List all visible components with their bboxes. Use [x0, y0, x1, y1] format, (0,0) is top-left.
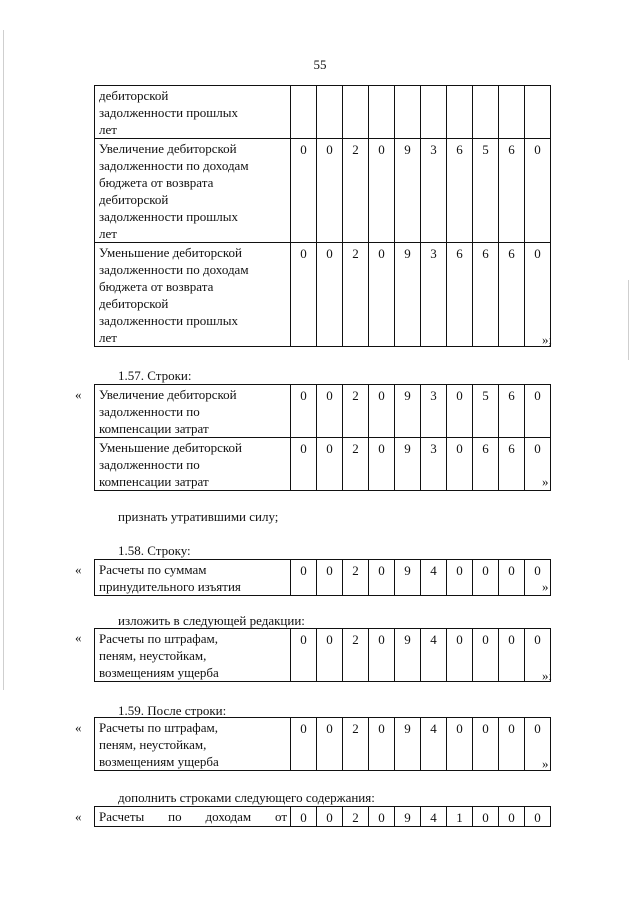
code-digit-cell: 9: [395, 139, 421, 243]
row-label-line: Уменьшение дебиторской: [99, 440, 243, 455]
code-digit-cell: 6: [473, 243, 499, 347]
code-digit-cell: 0: [473, 807, 499, 827]
code-digit-cell: 2: [343, 139, 369, 243]
code-digit-cell: 0: [317, 718, 343, 771]
code-digit-cell: [525, 86, 551, 139]
table-158-old: [94, 559, 551, 596]
code-digit-cell: 5: [473, 139, 499, 243]
code-digit-cell: 9: [395, 243, 421, 347]
code-digit-cell: 0: [473, 629, 499, 682]
row-label: [95, 139, 291, 243]
row-label-line: задолженности по: [99, 457, 200, 472]
row-label-line: компенсации затрат: [99, 474, 209, 489]
code-digit-cell: 3: [421, 243, 447, 347]
row-label-line: возмещениям ущерба: [99, 754, 219, 769]
code-digit-cell: 0: [291, 139, 317, 243]
row-label-line: задолженности прошлых: [99, 209, 239, 224]
code-digit-cell: 0: [525, 629, 551, 682]
code-digit-cell: [421, 86, 447, 139]
code-digit-cell: 3: [421, 385, 447, 438]
code-digit-cell: 9: [395, 385, 421, 438]
code-digit-cell: 4: [421, 718, 447, 771]
code-digit-cell: 2: [343, 385, 369, 438]
code-digit-cell: 0: [447, 560, 473, 596]
table-row: [95, 438, 551, 491]
code-digit-cell: 6: [473, 438, 499, 491]
table-159-after: [94, 717, 551, 771]
code-digit-cell: 9: [395, 560, 421, 596]
row-label-line: задолженности прошлых: [99, 313, 239, 328]
table-159-new: [94, 806, 551, 827]
table-row: [95, 385, 551, 438]
code-digit-cell: 4: [421, 560, 447, 596]
code-digit-cell: 0: [499, 560, 525, 596]
code-digit-cell: 4: [421, 629, 447, 682]
open-quote: «: [75, 387, 82, 402]
code-digit-cell: [317, 86, 343, 139]
code-digit-cell: 0: [447, 438, 473, 491]
close-quote: »: [542, 756, 549, 771]
row-label: [95, 629, 291, 682]
code-digit-cell: 0: [317, 629, 343, 682]
code-digit-cell: 2: [343, 629, 369, 682]
row-label-line: бюджета от возврата: [99, 279, 214, 294]
row-label-line: Расчеты по штрафам,: [99, 720, 218, 735]
row-label-line: пеням, неустойкам,: [99, 648, 207, 663]
section-heading-157: 1.57. Строки:: [118, 368, 192, 383]
code-digit-cell: 0: [317, 560, 343, 596]
row-label-line: задолженности прошлых: [99, 105, 239, 120]
instruction-text: дополнить строками следующего содержания:: [118, 790, 375, 805]
code-digit-cell: [395, 86, 421, 139]
row-label-line: Увеличение дебиторской: [99, 141, 237, 156]
row-label-line: Увеличение дебиторской: [99, 387, 237, 402]
code-digit-cell: 0: [525, 807, 551, 827]
table-row: [95, 243, 551, 347]
code-digit-cell: 0: [525, 243, 551, 347]
table-row: [95, 629, 551, 682]
instruction-text: признать утратившими силу;: [118, 509, 279, 524]
code-digit-cell: 6: [447, 139, 473, 243]
instruction-text: изложить в следующей редакции:: [118, 613, 305, 628]
table-row: [95, 807, 551, 827]
row-label: [95, 560, 291, 596]
code-digit-cell: 6: [499, 438, 525, 491]
close-quote: »;: [542, 668, 553, 683]
row-label-line: задолженности по доходам: [99, 262, 249, 277]
code-digit-cell: 0: [525, 560, 551, 596]
code-digit-cell: 0: [525, 139, 551, 243]
code-digit-cell: 0: [317, 385, 343, 438]
code-digit-cell: 1: [447, 807, 473, 827]
code-digit-cell: [343, 86, 369, 139]
code-digit-cell: 6: [499, 243, 525, 347]
code-digit-cell: 0: [525, 718, 551, 771]
code-digit-cell: 0: [447, 385, 473, 438]
code-digit-cell: 0: [291, 718, 317, 771]
code-digit-cell: 6: [447, 243, 473, 347]
code-digit-cell: 4: [421, 807, 447, 827]
row-label: [95, 718, 291, 771]
open-quote: «: [75, 720, 82, 735]
row-label-line: Уменьшение дебиторской: [99, 245, 243, 260]
row-label: [95, 438, 291, 491]
code-digit-cell: 0: [499, 807, 525, 827]
row-label-line: лет: [99, 122, 117, 137]
code-digit-cell: 0: [291, 560, 317, 596]
code-digit-cell: [291, 86, 317, 139]
row-label-line: лет: [99, 226, 117, 241]
row-label-line: бюджета от возврата: [99, 175, 214, 190]
table-158-new: [94, 628, 551, 682]
row-label: [95, 243, 291, 347]
code-digit-cell: 0: [473, 560, 499, 596]
row-label-line: задолженности по доходам: [99, 158, 249, 173]
code-digit-cell: 0: [291, 385, 317, 438]
code-digit-cell: 2: [343, 438, 369, 491]
code-digit-cell: 3: [421, 139, 447, 243]
row-label-line: компенсации затрат: [99, 421, 209, 436]
code-digit-cell: 0: [317, 807, 343, 827]
open-quote: «: [75, 809, 82, 824]
row-label-line: задолженности по: [99, 404, 200, 419]
code-digit-cell: 0: [291, 629, 317, 682]
code-digit-cell: 0: [473, 718, 499, 771]
code-digit-cell: 0: [369, 629, 395, 682]
page-number: 55: [313, 57, 327, 72]
code-digit-cell: 0: [317, 139, 343, 243]
code-digit-cell: 0: [447, 718, 473, 771]
close-quote: »: [542, 579, 549, 594]
section-heading-158: 1.58. Строку:: [118, 543, 191, 558]
row-label-line: лет: [99, 330, 117, 345]
table-157: [94, 384, 551, 491]
section-heading-159: 1.59. После строки:: [118, 703, 227, 718]
code-digit-cell: 9: [395, 629, 421, 682]
row-label-line: пеням, неустойкам,: [99, 737, 207, 752]
table-row: [95, 560, 551, 596]
code-digit-cell: 0: [369, 807, 395, 827]
code-digit-cell: [447, 86, 473, 139]
code-digit-cell: 0: [291, 807, 317, 827]
code-digit-cell: 3: [421, 438, 447, 491]
row-label: [95, 86, 291, 139]
row-label-line: дебиторской: [99, 192, 169, 207]
table-row: [95, 86, 551, 139]
row-label-line: дебиторской: [99, 88, 169, 103]
code-digit-cell: 0: [369, 243, 395, 347]
code-digit-cell: 6: [499, 385, 525, 438]
code-digit-cell: 2: [343, 718, 369, 771]
code-digit-cell: [499, 86, 525, 139]
code-digit-cell: 2: [343, 807, 369, 827]
code-digit-cell: 0: [525, 438, 551, 491]
table-row: [95, 139, 551, 243]
code-digit-cell: 0: [499, 718, 525, 771]
code-digit-cell: 9: [395, 807, 421, 827]
code-digit-cell: 0: [317, 243, 343, 347]
code-digit-cell: [473, 86, 499, 139]
row-label: [95, 807, 291, 827]
open-quote: «: [75, 562, 82, 577]
code-digit-cell: 0: [291, 243, 317, 347]
code-digit-cell: 9: [395, 718, 421, 771]
code-digit-cell: 0: [369, 139, 395, 243]
code-digit-cell: 0: [369, 560, 395, 596]
close-quote: »;: [542, 332, 553, 347]
code-digit-cell: [369, 86, 395, 139]
row-label-line: принудительного изъятия: [99, 579, 241, 594]
close-quote: »: [542, 474, 549, 489]
code-digit-cell: 2: [343, 243, 369, 347]
code-digit-cell: 0: [369, 718, 395, 771]
code-digit-cell: 2: [343, 560, 369, 596]
row-label-line: возмещениям ущерба: [99, 665, 219, 680]
code-digit-cell: 0: [369, 385, 395, 438]
open-quote: «: [75, 630, 82, 645]
code-digit-cell: 9: [395, 438, 421, 491]
code-digit-cell: 0: [525, 385, 551, 438]
code-digit-cell: 6: [499, 139, 525, 243]
code-digit-cell: 5: [473, 385, 499, 438]
code-digit-cell: 0: [291, 438, 317, 491]
row-label-line: Расчеты по суммам: [99, 562, 207, 577]
table-row: [95, 718, 551, 771]
code-digit-cell: 0: [499, 629, 525, 682]
row-label-line: Расчеты по доходам от: [99, 809, 287, 824]
row-label-line: дебиторской: [99, 296, 169, 311]
code-digit-cell: 0: [369, 438, 395, 491]
row-label: [95, 385, 291, 438]
code-digit-cell: 0: [447, 629, 473, 682]
row-label-line: Расчеты по штрафам,: [99, 631, 218, 646]
table-continued: [94, 85, 551, 347]
code-digit-cell: 0: [317, 438, 343, 491]
